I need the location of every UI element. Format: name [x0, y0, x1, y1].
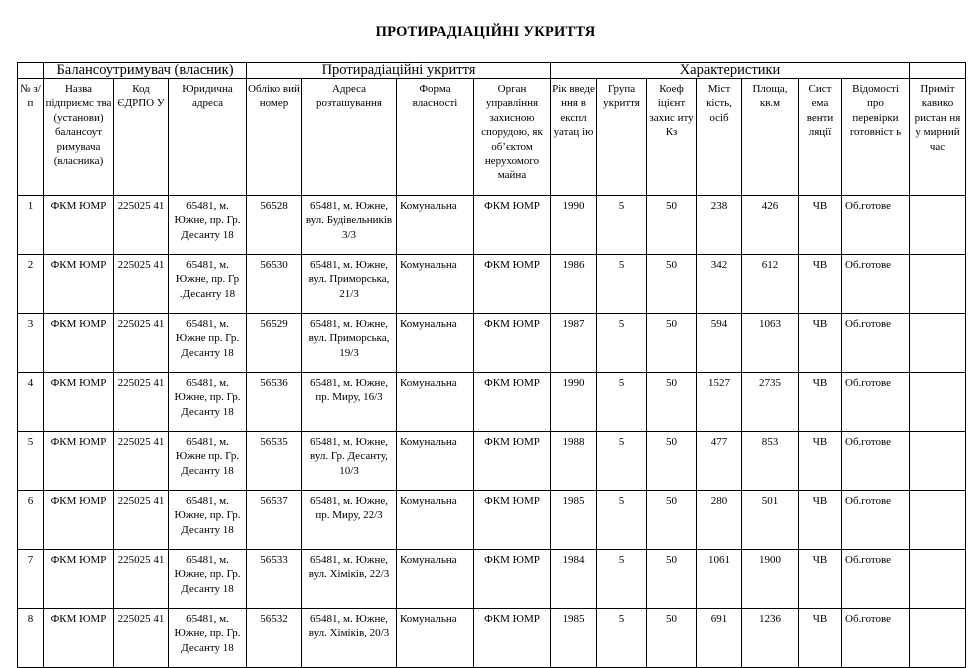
cell-coef: 50: [647, 196, 697, 255]
column-header: Код ЄДРПО У: [114, 79, 169, 196]
table-row: [18, 255, 966, 314]
cell-note: [910, 550, 966, 609]
column-header: Юридична адреса: [169, 79, 247, 196]
cell-location: 65481, м. Южне, вул. Будівельників 3/3: [302, 196, 397, 255]
cell-group: 5: [597, 314, 647, 373]
shelters-table: [17, 62, 966, 668]
cell-year: 1987: [551, 314, 597, 373]
cell-capacity: 342: [697, 255, 742, 314]
cell-group: 5: [597, 491, 647, 550]
cell-area: 853: [742, 432, 799, 491]
cell-capacity: 1061: [697, 550, 742, 609]
cell-legal-address: 65481, м. Южне, пр. Гр. Десанту 18: [169, 196, 247, 255]
cell-coef: 50: [647, 432, 697, 491]
cell-reg-no: 56528: [247, 196, 302, 255]
cell-code: 225025 41: [114, 609, 169, 668]
cell-ownership: Комунальна: [397, 255, 474, 314]
cell-owner: ФКМ ЮМР: [44, 373, 114, 432]
cell-group: 5: [597, 609, 647, 668]
cell-year: 1988: [551, 432, 597, 491]
cell-legal-address: 65481, м. Южне, пр. Гр. Десанту 18: [169, 491, 247, 550]
cell-no: 2: [18, 255, 44, 314]
cell-reg-no: 56537: [247, 491, 302, 550]
cell-code: 225025 41: [114, 491, 169, 550]
cell-no: 8: [18, 609, 44, 668]
cell-vent: ЧВ: [799, 314, 842, 373]
cell-location: 65481, м. Южне, вул. Хіміків, 22/3: [302, 550, 397, 609]
cell-vent: ЧВ: [799, 196, 842, 255]
table-body: [18, 196, 966, 668]
cell-reg-no: 56529: [247, 314, 302, 373]
cell-location: 65481, м. Южне, вул. Хіміків, 20/3: [302, 609, 397, 668]
cell-note: [910, 609, 966, 668]
cell-code: 225025 41: [114, 373, 169, 432]
column-header: Назва підприємс тва (установи) балансоут римувача (власника): [44, 79, 114, 196]
cell-code: 225025 41: [114, 255, 169, 314]
cell-ownership: Комунальна: [397, 550, 474, 609]
column-header: Відомості про перевірки готовніст ь: [842, 79, 910, 196]
cell-reg-no: 56536: [247, 373, 302, 432]
cell-authority: ФКМ ЮМР: [474, 432, 551, 491]
cell-readiness: Об.готове: [842, 550, 910, 609]
cell-coef: 50: [647, 314, 697, 373]
cell-capacity: 1527: [697, 373, 742, 432]
cell-vent: ЧВ: [799, 432, 842, 491]
cell-area: 1063: [742, 314, 799, 373]
cell-group: 5: [597, 373, 647, 432]
cell-reg-no: 56532: [247, 609, 302, 668]
cell-year: 1990: [551, 373, 597, 432]
cell-authority: ФКМ ЮМР: [474, 550, 551, 609]
column-header: Приміт кавико ристан ня у мирний час: [910, 79, 966, 196]
cell-code: 225025 41: [114, 196, 169, 255]
column-header: Рік введе ння в експл уатац ію: [551, 79, 597, 196]
document-title: ПРОТИРАДІАЦІЙНІ УКРИТТЯ: [375, 24, 596, 40]
cell-area: 501: [742, 491, 799, 550]
cell-owner: ФКМ ЮМР: [44, 314, 114, 373]
cell-no: 3: [18, 314, 44, 373]
cell-capacity: 238: [697, 196, 742, 255]
cell-readiness: Об.готове: [842, 255, 910, 314]
column-header-row: [18, 79, 966, 196]
cell-legal-address: 65481, м. Южне, пр. Гр. Десанту 18: [169, 550, 247, 609]
column-header: Облiко вий номер: [247, 79, 302, 196]
cell-group: 5: [597, 196, 647, 255]
cell-code: 225025 41: [114, 550, 169, 609]
table-row: [18, 609, 966, 668]
cell-legal-address: 65481, м. Южне пр. Гр. Десанту 18: [169, 314, 247, 373]
cell-group: 5: [597, 432, 647, 491]
cell-owner: ФКМ ЮМР: [44, 550, 114, 609]
column-header: Площа, кв.м: [742, 79, 799, 196]
cell-reg-no: 56533: [247, 550, 302, 609]
cell-ownership: Комунальна: [397, 373, 474, 432]
column-header: Адреса розташування: [302, 79, 397, 196]
cell-readiness: Об.готове: [842, 491, 910, 550]
cell-area: 1900: [742, 550, 799, 609]
cell-authority: ФКМ ЮМР: [474, 609, 551, 668]
cell-year: 1985: [551, 609, 597, 668]
column-header: № з/ п: [18, 79, 44, 196]
cell-owner: ФКМ ЮМР: [44, 196, 114, 255]
cell-no: 7: [18, 550, 44, 609]
cell-vent: ЧВ: [799, 609, 842, 668]
cell-vent: ЧВ: [799, 550, 842, 609]
cell-readiness: Об.готове: [842, 196, 910, 255]
column-header: Міст кість, осіб: [697, 79, 742, 196]
cell-area: 1236: [742, 609, 799, 668]
group-header-owner: Балансоутримувач (власник): [44, 63, 247, 79]
cell-note: [910, 314, 966, 373]
cell-capacity: 280: [697, 491, 742, 550]
group-header-characteristics: Характеристики: [551, 63, 910, 79]
column-header: Форма власності: [397, 79, 474, 196]
cell-readiness: Об.готове: [842, 314, 910, 373]
cell-location: 65481, м. Южне, вул. Приморська, 21/3: [302, 255, 397, 314]
cell-capacity: 594: [697, 314, 742, 373]
cell-owner: ФКМ ЮМР: [44, 609, 114, 668]
cell-location: 65481, м. Южне, вул. Гр. Десанту, 10/3: [302, 432, 397, 491]
cell-authority: ФКМ ЮМР: [474, 314, 551, 373]
column-header: Орган управління захисною спорудою, як об’єктом нерухомого майна: [474, 79, 551, 196]
cell-vent: ЧВ: [799, 373, 842, 432]
table-row: [18, 314, 966, 373]
cell-capacity: 477: [697, 432, 742, 491]
cell-area: 426: [742, 196, 799, 255]
cell-no: 5: [18, 432, 44, 491]
cell-note: [910, 255, 966, 314]
group-header-row: [18, 63, 966, 79]
cell-note: [910, 196, 966, 255]
cell-ownership: Комунальна: [397, 432, 474, 491]
cell-note: [910, 491, 966, 550]
cell-coef: 50: [647, 609, 697, 668]
cell-legal-address: 65481, м. Южне, пр. Гр .Десанту 18: [169, 255, 247, 314]
cell-coef: 50: [647, 255, 697, 314]
cell-readiness: Об.готове: [842, 432, 910, 491]
cell-owner: ФКМ ЮМР: [44, 491, 114, 550]
table-row: [18, 550, 966, 609]
cell-no: 1: [18, 196, 44, 255]
column-header: Сист ема венти ляції: [799, 79, 842, 196]
cell-no: 6: [18, 491, 44, 550]
cell-ownership: Комунальна: [397, 196, 474, 255]
column-header: Група укриття: [597, 79, 647, 196]
cell-location: 65481, м. Южне, вул. Приморська, 19/3: [302, 314, 397, 373]
cell-area: 612: [742, 255, 799, 314]
cell-legal-address: 65481, м. Южне пр. Гр. Десанту 18: [169, 432, 247, 491]
cell-authority: ФКМ ЮМР: [474, 196, 551, 255]
cell-readiness: Об.готове: [842, 373, 910, 432]
cell-authority: ФКМ ЮМР: [474, 491, 551, 550]
cell-no: 4: [18, 373, 44, 432]
cell-year: 1984: [551, 550, 597, 609]
cell-legal-address: 65481, м. Южне, пр. Гр. Десанту 18: [169, 373, 247, 432]
cell-location: 65481, м. Южне, пр. Миру, 22/3: [302, 491, 397, 550]
cell-note: [910, 432, 966, 491]
cell-code: 225025 41: [114, 314, 169, 373]
group-header-empty: [18, 63, 44, 79]
cell-owner: ФКМ ЮМР: [44, 432, 114, 491]
cell-year: 1985: [551, 491, 597, 550]
cell-ownership: Комунальна: [397, 491, 474, 550]
cell-coef: 50: [647, 491, 697, 550]
table-row: [18, 373, 966, 432]
table-row: [18, 491, 966, 550]
cell-reg-no: 56535: [247, 432, 302, 491]
group-header-shelters: Протирадіаційні укриття: [247, 63, 551, 79]
cell-ownership: Комунальна: [397, 609, 474, 668]
cell-vent: ЧВ: [799, 491, 842, 550]
cell-code: 225025 41: [114, 432, 169, 491]
cell-owner: ФКМ ЮМР: [44, 255, 114, 314]
cell-year: 1990: [551, 196, 597, 255]
cell-note: [910, 373, 966, 432]
cell-coef: 50: [647, 550, 697, 609]
cell-group: 5: [597, 255, 647, 314]
table-row: [18, 196, 966, 255]
cell-year: 1986: [551, 255, 597, 314]
cell-area: 2735: [742, 373, 799, 432]
cell-reg-no: 56530: [247, 255, 302, 314]
cell-capacity: 691: [697, 609, 742, 668]
column-header: Коеф іцієнт захис иту Кз: [647, 79, 697, 196]
cell-readiness: Об.готове: [842, 609, 910, 668]
table-row: [18, 432, 966, 491]
cell-ownership: Комунальна: [397, 314, 474, 373]
cell-group: 5: [597, 550, 647, 609]
cell-authority: ФКМ ЮМР: [474, 373, 551, 432]
cell-coef: 50: [647, 373, 697, 432]
cell-vent: ЧВ: [799, 255, 842, 314]
cell-authority: ФКМ ЮМР: [474, 255, 551, 314]
group-header-empty: [910, 63, 966, 79]
cell-location: 65481, м. Южне, пр. Миру, 16/3: [302, 373, 397, 432]
cell-legal-address: 65481, м. Южне, пр. Гр. Десанту 18: [169, 609, 247, 668]
